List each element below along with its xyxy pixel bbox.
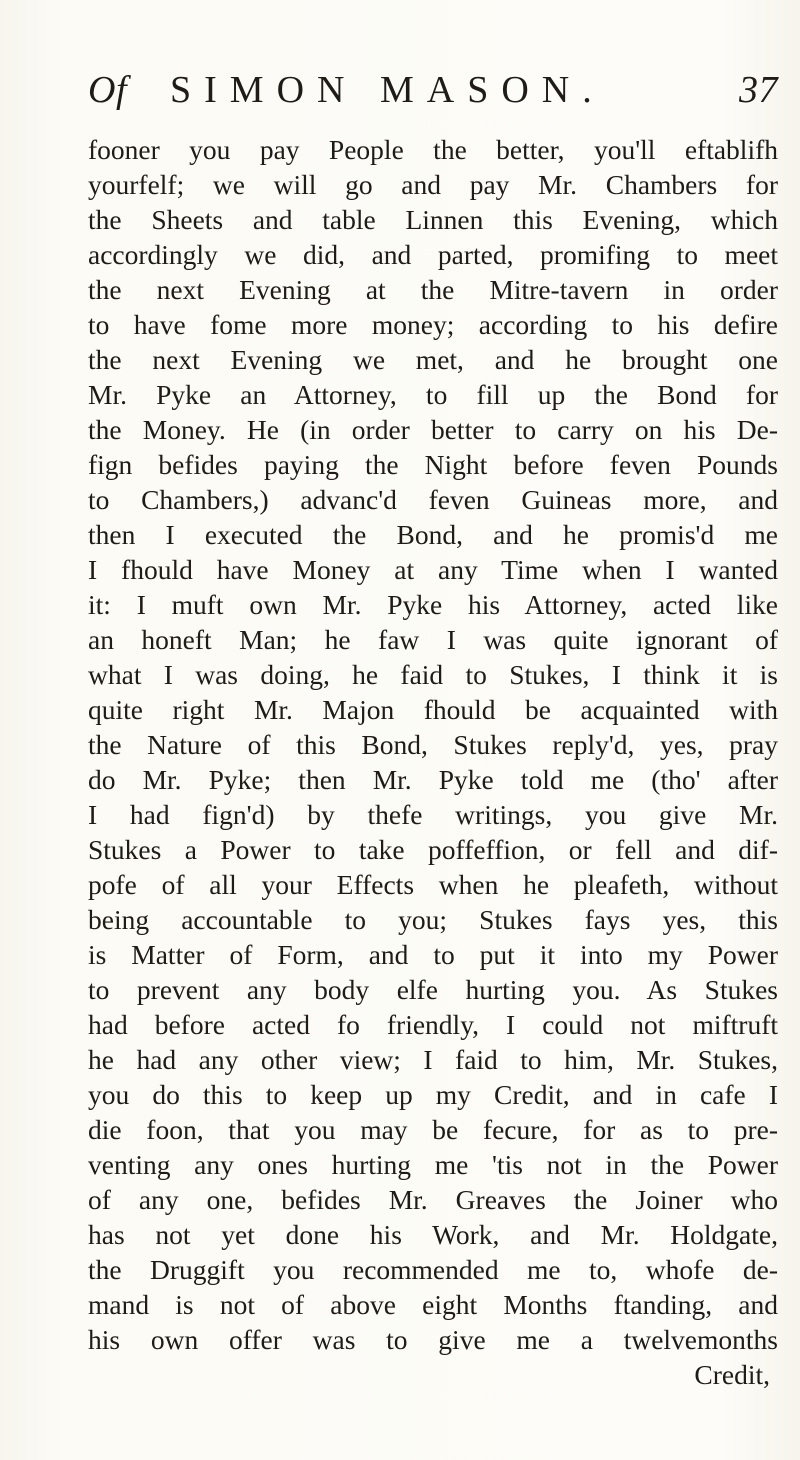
text-line: what I was doing, he faid to Stukes, I think it is bbox=[88, 659, 778, 690]
body-text bbox=[88, 132, 778, 1392]
text-line: the next Evening we met, and he brought one bbox=[88, 344, 778, 375]
text-line: the Money. He (in order better to carry on his De- bbox=[88, 414, 778, 445]
text-line: venting any ones hurting me 'tis not in the Power bbox=[88, 1149, 778, 1180]
text-line: quite right Mr. Majon fhould be acquainted with bbox=[88, 694, 778, 725]
catchword: Credit, bbox=[694, 1359, 770, 1390]
text-line: I had fign'd) by thefe writings, you give Mr. bbox=[88, 799, 778, 830]
text-line: Stukes a Power to take poffeffion, or fell and dif- bbox=[88, 834, 778, 865]
text-line: to Chambers,) advanc'd feven Guineas more, and bbox=[88, 484, 778, 515]
text-line: fooner you pay People the better, you'll eftablifh bbox=[88, 134, 778, 165]
catchword-line bbox=[88, 1357, 778, 1392]
text-line: the Nature of this Bond, Stukes reply'd, yes, pray bbox=[88, 729, 778, 760]
text-line: the Sheets and table Linnen this Evening, which bbox=[88, 204, 778, 235]
text-line: yourfelf; we will go and pay Mr. Chambers for bbox=[88, 169, 778, 200]
text-line: has not yet done his Work, and Mr. Holdgate, bbox=[88, 1219, 778, 1250]
text-line: to prevent any body elfe hurting you. As Stukes bbox=[88, 974, 778, 1005]
text-line: accordingly we did, and parted, promifing to meet bbox=[88, 239, 778, 270]
text-line: it: I muft own Mr. Pyke his Attorney, acted like bbox=[88, 589, 778, 620]
text-line: of any one, befides Mr. Greaves the Joiner who bbox=[88, 1184, 778, 1215]
text-line: to have fome more money; according to his defire bbox=[88, 309, 778, 340]
text-line: the next Evening at the Mitre-tavern in order bbox=[88, 274, 778, 305]
text-line: you do this to keep up my Credit, and in cafe I bbox=[88, 1079, 778, 1110]
text-line: he had any other view; I faid to him, Mr. Stukes, bbox=[88, 1044, 778, 1075]
text-line: do Mr. Pyke; then Mr. Pyke told me (tho' after bbox=[88, 764, 778, 795]
text-line: an honeft Man; he faw I was quite ignorant of bbox=[88, 624, 778, 655]
text-line: die foon, that you may be fecure, for as to pre- bbox=[88, 1114, 778, 1145]
header-title: SIMON MASON. bbox=[170, 69, 605, 111]
text-line: being accountable to you; Stukes fays yes, this bbox=[88, 904, 778, 935]
text-line: pofe of all your Effects when he pleafeth, without bbox=[88, 869, 778, 900]
header-lead: Of bbox=[88, 69, 127, 111]
text-line: the Druggift you recommended me to, whofe de- bbox=[88, 1254, 778, 1285]
page-number: 37 bbox=[739, 69, 778, 111]
text-line: fign befides paying the Night before feven Pounds bbox=[88, 449, 778, 480]
text-line: had before acted fo friendly, I could not miftruft bbox=[88, 1009, 778, 1040]
running-header bbox=[88, 62, 778, 118]
text-line: I fhould have Money at any Time when I wanted bbox=[88, 554, 778, 585]
text-line: Mr. Pyke an Attorney, to fill up the Bond for bbox=[88, 379, 778, 410]
text-line: his own offer was to give me a twelvemonths bbox=[88, 1324, 778, 1355]
text-line: is Matter of Form, and to put it into my Power bbox=[88, 939, 778, 970]
text-line: mand is not of above eight Months ftanding, and bbox=[88, 1289, 778, 1320]
text-line: then I executed the Bond, and he promis'd me bbox=[88, 519, 778, 550]
